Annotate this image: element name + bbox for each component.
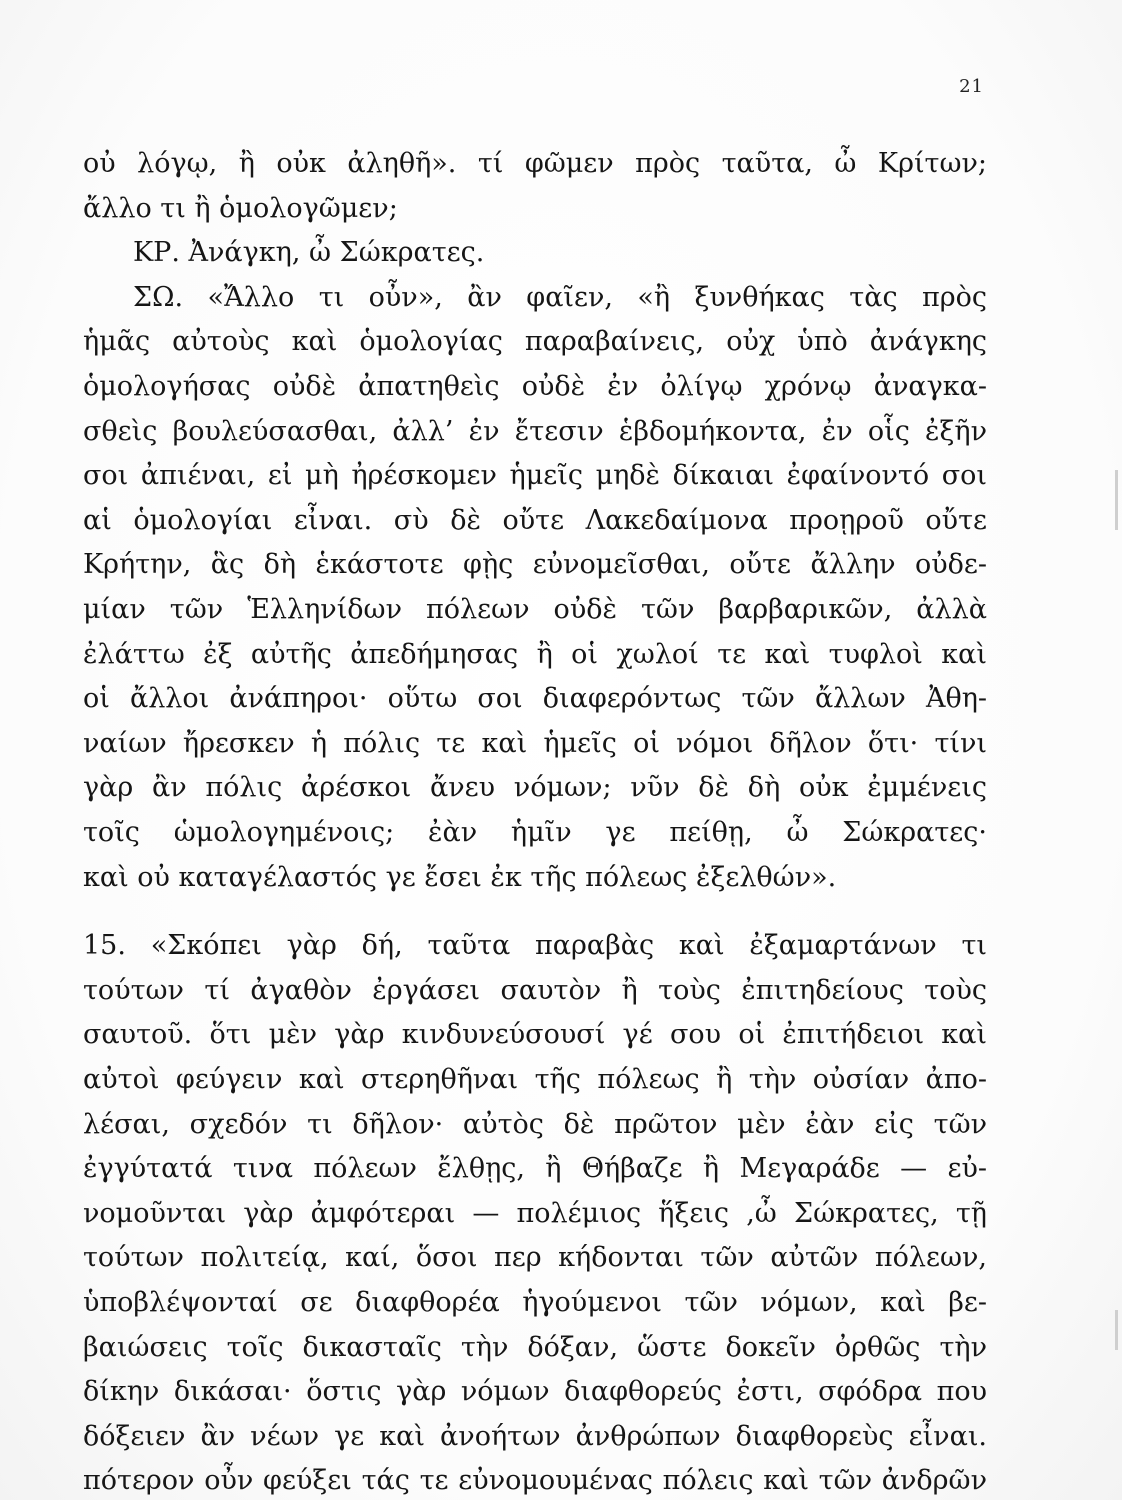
text-line: ἐλάττω ἐξ αὐτῆς ἀπεδήμησας ἢ οἱ χωλοί τε καὶ τυφλοὶ καὶ <box>83 638 987 670</box>
text-line: ἡμᾶς αὐτοὺς καὶ ὁμολογίας παραβαίνεις, οὐχ ὑπὸ ἀνάγκης <box>83 326 987 358</box>
text-line: δίκην δικάσαι· ὅστις γὰρ νόμων διαφθορεύς ἐστι, σφόδρα που <box>83 1376 987 1408</box>
text-line: πότερον οὖν φεύξει τάς τε εὐνομουμένας πόλεις καὶ τῶν ἀνδρῶν <box>83 1465 987 1497</box>
text-line: οὐ λόγῳ, ἢ οὐκ ἀληθῆ». τί φῶμεν πρὸς ταῦτα, ὦ Κρίτων; <box>83 148 987 179</box>
text-line: τούτων πολιτείᾳ, καί, ὅσοι περ κήδονται τῶν αὐτῶν πόλεων, <box>83 1242 987 1274</box>
text-line: ἐγγύτατά τινα πόλεων ἔλθῃς, ἢ Θήβαζε ἢ Μεγαράδε — εὐ- <box>83 1153 987 1185</box>
text-line: Κρήτην, ἃς δὴ ἑκάστοτε φῂς εὐνομεῖσθαι, οὔτε ἄλλην οὐδε- <box>83 549 987 581</box>
text-line: ΚΡ. Ἀνάγκη, ὦ Σώκρατες. <box>133 237 485 269</box>
text-line: αἱ ὁμολογίαι εἶναι. σὺ δὲ οὔτε Λακεδαίμονα προῃροῦ οὔτε <box>83 504 987 536</box>
scan-edge-mark <box>1115 470 1118 530</box>
text-line: καὶ οὐ καταγέλαστός γε ἔσει ἐκ τῆς πόλεως ἐξελθών». <box>83 861 837 893</box>
text-line: ΣΩ. «Ἄλλο τι οὖν», ἂν φαῖεν, «ἢ ξυνθήκας τὰς πρὸς <box>133 281 987 313</box>
text-line: γὰρ ἂν πόλις ἀρέσκοι ἄνευ νόμων; νῦν δὲ δὴ οὐκ ἐμμένεις <box>83 772 987 804</box>
text-line: ὑποβλέψονταί σε διαφθορέα ἡγούμενοι τῶν νόμων, καὶ βε- <box>83 1287 987 1318</box>
text-line: τοῖς ὡμολογημένοις; ἐὰν ἡμῖν γε πείθῃ, ὦ Σώκρατες· <box>83 817 987 848</box>
text-line: βαιώσεις τοῖς δικασταῖς τὴν δόξαν, ὥστε δοκεῖν ὀρθῶς τὴν <box>83 1331 987 1363</box>
text-line: ναίων ἤρεσκεν ἡ πόλις τε καὶ ἡμεῖς οἱ νόμοι δῆλον ὅτι· τίνι <box>83 727 987 759</box>
text-line: οἱ ἄλλοι ἀνάπηροι· οὕτω σοι διαφερόντως τῶν ἄλλων Ἀθη- <box>83 683 987 715</box>
text-line: δόξειεν ἂν νέων γε καὶ ἀνοήτων ἀνθρώπων διαφθορεὺς εἶναι. <box>83 1420 987 1452</box>
text-line: σθεὶς βουλεύσασθαι, ἀλλ’ ἐν ἔτεσιν ἑβδομήκοντα, ἐν οἷς ἐξῆν <box>83 415 987 447</box>
text-line: 15. «Σκόπει γὰρ δή, ταῦτα παραβὰς καὶ ἐξαμαρτάνων τι <box>83 930 987 962</box>
text-line: σαυτοῦ. ὅτι μὲν γὰρ κινδυνεύσουσί γέ σου οἱ ἐπιτήδειοι καὶ <box>83 1019 987 1051</box>
page-number: 21 <box>959 76 984 97</box>
text-line: τούτων τί ἀγαθὸν ἐργάσει σαυτὸν ἢ τοὺς ἐπιτηδείους τοὺς <box>83 974 987 1006</box>
text-line: αὐτοὶ φεύγειν καὶ στερηθῆναι τῆς πόλεως ἢ τὴν οὐσίαν ἀπο- <box>83 1064 987 1095</box>
text-line: νομοῦνται γὰρ ἀμφότεραι — πολέμιος ἥξεις ,ὦ Σώκρατες, τῇ <box>83 1197 987 1229</box>
text-line: λέσαι, σχεδόν τι δῆλον· αὐτὸς δὲ πρῶτον μὲν ἐὰν εἰς τῶν <box>83 1108 987 1140</box>
scan-edge-mark <box>1115 1310 1118 1350</box>
text-line: ἄλλο τι ἢ ὁμολογῶμεν; <box>83 192 398 224</box>
text-line: μίαν τῶν Ἑλληνίδων πόλεων οὐδὲ τῶν βαρβαρικῶν, ἀλλὰ <box>83 594 987 625</box>
text-line: σοι ἀπιέναι, εἰ μὴ ἠρέσκομεν ἡμεῖς μηδὲ δίκαιαι ἐφαίνοντό σοι <box>83 460 987 492</box>
text-line: ὁμολογήσας οὐδὲ ἀπατηθεὶς οὐδὲ ἐν ὀλίγῳ χρόνῳ ἀναγκα- <box>83 371 987 402</box>
